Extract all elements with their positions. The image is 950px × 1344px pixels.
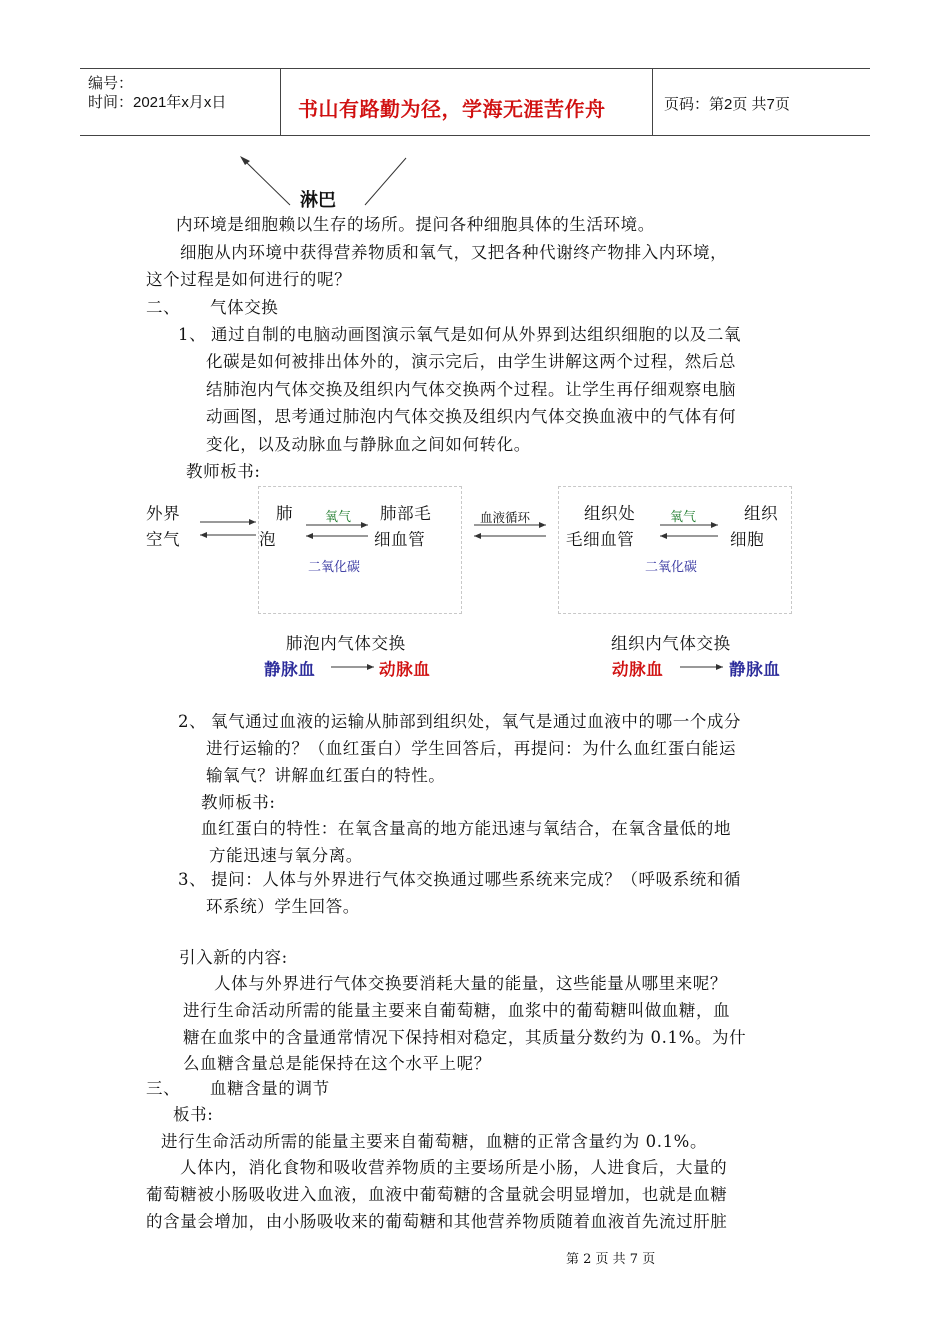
new-content-line2: 进行生命活动所需的能量主要来自葡萄糖，血浆中的葡萄糖叫做血糖，血 [183, 1001, 731, 1020]
circulation-label: 血液循环 [480, 510, 531, 525]
arterial-blood-left: 动脉血 [379, 660, 431, 679]
item3-line2: 环系统）学生回答。 [206, 897, 360, 916]
alveolus-exchange-caption: 肺泡内气体交换 [286, 634, 406, 653]
item1-number: 1、 [178, 325, 207, 344]
item3-number: 3、 [178, 870, 207, 889]
lung-capillary-label-2: 细血管 [374, 530, 426, 549]
para-internal-env: 内环境是细胞赖以生存的场所。提问各种细胞具体的生活环境。 [176, 215, 655, 234]
alveolus-label-2: 泡 [259, 530, 277, 549]
board-note-2: 教师板书: [201, 793, 276, 812]
item1-line1: 通过自制的电脑动画图演示氧气是如何从外界到达组织细胞的以及二氧 [211, 325, 742, 344]
final-para-line1: 人体内，消化食物和吸收营养物质的主要场所是小肠，人进食后，大量的 [180, 1158, 728, 1177]
item1-line2: 化碳是如何被排出体外的，演示完后，由学生讲解这两个过程，然后总 [206, 352, 737, 371]
tissue-exchange-caption: 组织内气体交换 [611, 634, 731, 653]
arterial-blood-right: 动脉血 [612, 660, 664, 679]
venous-blood-right: 静脉血 [729, 660, 781, 679]
co2-label-right: 二氧化碳 [645, 560, 698, 575]
venous-blood-left: 静脉血 [264, 660, 316, 679]
lung-capillary-label-1: 肺部毛 [380, 504, 432, 523]
board-note-3: 板书: [173, 1105, 214, 1124]
item1-line3: 结肺泡内气体交换及组织内气体交换两个过程。让学生再仔细观察电脑 [206, 380, 737, 399]
page-info: 页码：第2页 共7页 [664, 96, 790, 113]
new-content-line3: 糖在血浆中的含量通常情况下保持相对稳定，其质量分数约为 0.1%。为什 [183, 1028, 747, 1047]
para-cells-line2: 这个过程是如何进行的呢？ [146, 270, 352, 289]
item1-line4: 动画图，思考通过肺泡内气体交换及组织内气体交换血液中的气体有何 [206, 407, 737, 426]
final-para-line3: 的含量会增加，由小肠吸收来的葡萄糖和其他营养物质随着血液首先流过肝脏 [146, 1212, 728, 1231]
outer-air-label-1: 外界 [146, 504, 181, 523]
final-para-line2: 葡萄糖被小肠吸收进入血液，血液中葡萄糖的含量就会明显增加，也就是血糖 [146, 1185, 728, 1204]
alveolus-label-1: 肺 [276, 504, 294, 523]
tissue-cell-label-1: 组织 [744, 504, 779, 523]
outer-air-label-2: 空气 [146, 530, 181, 549]
footer-page-number: 第 2 页 共 7 页 [566, 1252, 656, 1267]
section2-number: 二、 [146, 298, 181, 317]
date-label: 时间：2021年x月x日 [88, 94, 227, 111]
hemoglobin-line1: 血红蛋白的特性：在氧含量高的地方能迅速与氧结合，在氧含量低的地 [201, 819, 732, 838]
serial-number-label: 编号： [88, 75, 134, 92]
board-note-3-line1: 进行生命活动所需的能量主要来自葡萄糖，血糖的正常含量约为 0.1%。 [161, 1132, 708, 1151]
intro-new-content: 引入新的内容: [179, 948, 288, 967]
new-content-line4: 么血糖含量总是能保持在这个水平上呢？ [183, 1054, 491, 1073]
tissue-capillary-label-2: 毛细血管 [566, 530, 635, 549]
item2-number: 2、 [178, 712, 207, 731]
blood-conversion-arrows [0, 650, 950, 680]
section2-title: 气体交换 [210, 298, 279, 317]
gas-exchange-arrows [0, 0, 950, 620]
co2-label-left: 二氧化碳 [308, 560, 361, 575]
hemoglobin-line2: 方能迅速与氧分离。 [209, 846, 363, 865]
tissue-cell-label-2: 细胞 [730, 530, 765, 549]
para-cells-line1: 细胞从内环境中获得营养物质和氧气，又把各种代谢终产物排入内环境， [180, 243, 728, 262]
tissue-capillary-label-1: 组织处 [584, 504, 636, 523]
lymph-label: 淋巴 [300, 190, 336, 211]
header-motto: 书山有路勤为径，学海无涯苦作舟 [298, 99, 606, 121]
item2-line2: 进行运输的？（血红蛋白）学生回答后，再提问：为什么血红蛋白能运 [206, 739, 737, 758]
section3-title: 血糖含量的调节 [210, 1079, 330, 1098]
oxygen-label-right: 氧气 [670, 510, 697, 525]
item2-line1: 氧气通过血液的运输从肺部到组织处，氧气是通过血液中的哪一个成分 [211, 712, 742, 731]
new-content-line1: 人体与外界进行气体交换要消耗大量的能量，这些能量从哪里来呢？ [214, 974, 727, 993]
board-note-1: 教师板书: [186, 462, 261, 481]
item3-line1: 提问：人体与外界进行气体交换通过哪些系统来完成？（呼吸系统和循 [211, 870, 742, 889]
oxygen-label-left: 氧气 [325, 510, 352, 525]
section3-number: 三、 [146, 1079, 181, 1098]
item2-line3: 输氧气？讲解血红蛋白的特性。 [206, 766, 446, 785]
item1-line5: 变化，以及动脉血与静脉血之间如何转化。 [206, 435, 531, 454]
